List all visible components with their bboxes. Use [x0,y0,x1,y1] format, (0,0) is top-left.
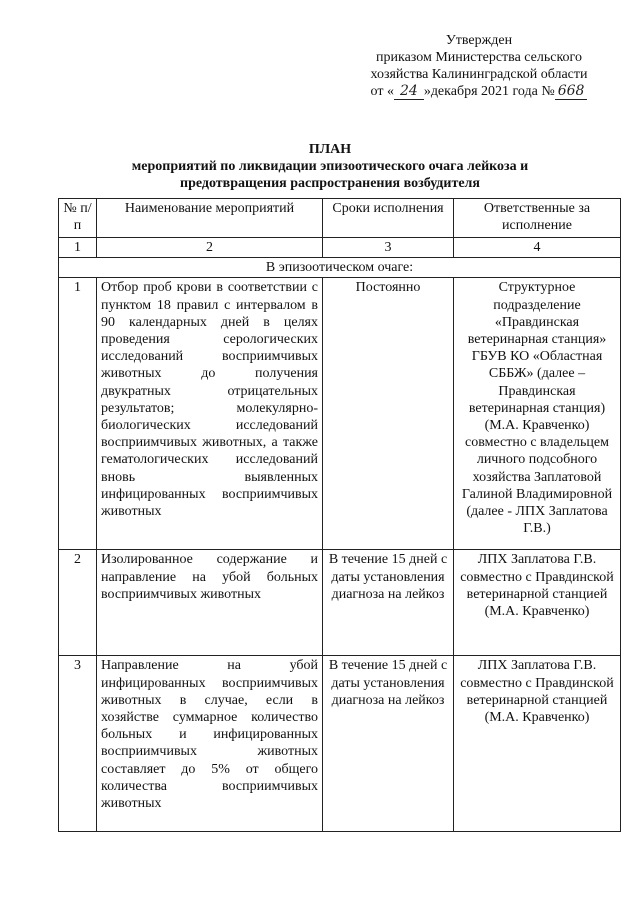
approval-line-4 [344,83,614,100]
column-number: 2 [97,238,323,258]
table-row [59,550,621,656]
approval-date-prefix: от « [370,84,394,99]
row-num: 1 [59,278,97,550]
table-column-numbers-row [59,238,621,258]
column-number: 3 [323,238,454,258]
header-responsible: Ответственные за исполнение [454,199,621,238]
document-subtitle-1: мероприятий по ликвидации эпизоотического очага лейкоза и [131,159,529,174]
table-section-row [59,258,621,278]
row-term: Постоянно [323,278,454,550]
approval-line-3: хозяйства Калининградской области [370,67,588,82]
row-name: Изолированное содержание и направление на убой больных восприимчивых животных [97,550,323,656]
row-responsible: ЛПХ Заплатова Г.В. совместно с Правдинской ветеринарной станцией (М.А. Кравченко) [454,656,621,832]
column-number: 4 [454,238,621,258]
header-term: Сроки исполнения [323,199,454,238]
table-row [59,278,621,550]
table-header-row [59,199,621,238]
approval-block [344,32,614,100]
document-subtitle-2: предотвращения распространения возбудителя [180,176,480,191]
row-name: Отбор проб крови в соответствии с пунктом 18 правил с интервалом в 90 календарных дней в целях проведения серологических исследований восприимчивых животных до получения двукратных отрицательных результатов; молекулярно-биологических исследований восприимчивых животных, а также гематологических исследований вновь выявленных инфицированных восприимчивых животных [97,278,323,550]
approval-line-2: приказом Министерства сельского [376,50,582,65]
plan-table [58,198,621,832]
approval-date-middle: »декабря 2021 года № [423,84,555,99]
row-term: В течение 15 дней с даты установления диагноза на лейкоз [323,656,454,832]
approval-number-handwritten: 668 [555,83,588,100]
approval-day-handwritten: 24 [394,83,424,100]
row-responsible: ЛПХ Заплатова Г.В. совместно с Правдинской ветеринарной станцией (М.А. Кравченко) [454,550,621,656]
table-row [59,656,621,832]
column-number: 1 [59,238,97,258]
row-name: Направление на убой инфицированных восприимчивых животных в случае, если в хозяйстве суммарное количество больных и инфицированных восприимчивых животных составляет до 5% от общего количества восприимчивых животных [97,656,323,832]
header-num: № п/п [59,199,97,238]
row-term: В течение 15 дней с даты установления диагноза на лейкоз [323,550,454,656]
approval-line-1: Утвержден [445,33,513,48]
section-title: В эпизоотическом очаге: [59,258,621,278]
header-name: Наименование мероприятий [97,199,323,238]
row-responsible: Структурное подразделение «Правдинская ветеринарная станция» ГБУВ КО «Областная СББЖ» (далее – Правдинская ветеринарная станция) (М.А. Кравченко) совместно с владельцем личного подсобного хозяйства Заплатовой Галиной Владимировной (далее - ЛПХ Заплатова Г.В.) [454,278,621,550]
row-num: 3 [59,656,97,832]
document-title: ПЛАН [308,142,352,157]
row-num: 2 [59,550,97,656]
